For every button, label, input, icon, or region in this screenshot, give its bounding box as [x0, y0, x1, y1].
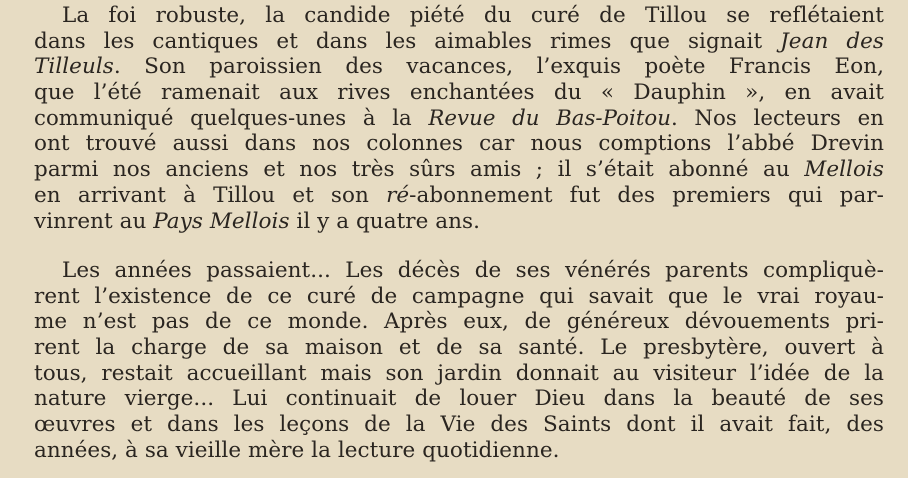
- text-line: vinrent au Pays Mellois il y a quatre ans.: [34, 208, 480, 234]
- text-line: en arrivant à Tillou et son ré-abonnement fut des premiers qui par-: [34, 182, 884, 208]
- text-line: Tilleuls. Son paroissien des vacances, l’exquis poète Francis Eon,: [34, 54, 884, 80]
- text-line: Les années passaient... Les décès de ses vénérés parents compliquè-: [62, 258, 884, 283]
- text-line: La foi robuste, la candide piété du curé de Tillou se reflétaient: [62, 3, 884, 28]
- text-line: années, à sa vieille mère la lecture quotidienne.: [34, 437, 560, 463]
- text-line: parmi nos anciens et nos très sûrs amis ; il s’était abonné au Mellois: [34, 157, 884, 183]
- text-line: que l’été ramenait aux rives enchantées du « Dauphin », en avait: [34, 80, 884, 106]
- text-line: rent la charge de sa maison et de sa santé. Le presbytère, ouvert à: [34, 335, 884, 361]
- text-line: œuvres et dans les leçons de la Vie des Saints dont il avait fait, des: [34, 412, 884, 438]
- paragraph-2: [34, 258, 884, 464]
- text-line: dans les cantiques et dans les aimables rimes que signait Jean des: [34, 28, 884, 54]
- text-line: communiqué quelques-unes à la Revue du Bas-Poitou. Nos lecteurs en: [34, 105, 884, 131]
- paragraph-1: [34, 3, 884, 234]
- text-line: rent l’existence de ce curé de campagne qui savait que le vrai royau-: [34, 283, 884, 309]
- text-line: nature vierge... Lui continuait de louer Dieu dans la beauté de ses: [34, 386, 884, 412]
- text-line: ont trouvé aussi dans nos colonnes car nous comptions l’abbé Drevin: [34, 131, 884, 157]
- text-line: tous, restait accueillant mais son jardin donnait au visiteur l’idée de la: [34, 360, 884, 386]
- text-line: me n’est pas de ce monde. Après eux, de généreux dévouements pri-: [34, 309, 884, 335]
